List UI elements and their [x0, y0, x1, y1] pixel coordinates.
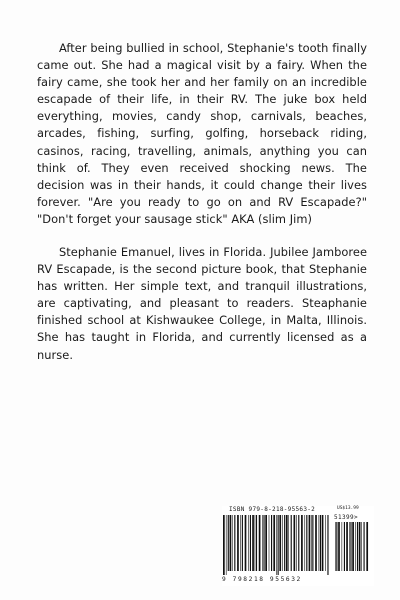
barcode-bar [288, 515, 289, 571]
barcode-bar [320, 515, 321, 571]
barcode-bar [284, 515, 285, 571]
barcode-bar [226, 515, 227, 575]
barcode-bar [301, 515, 303, 571]
barcode-bar [312, 515, 313, 571]
barcode-bar [256, 515, 257, 571]
isbn-label: ISBN 979-8-218-95563-2 [229, 506, 316, 513]
addon-barcode-bars [334, 522, 370, 575]
barcode-bar [237, 515, 239, 571]
barcode-bar [352, 522, 354, 571]
barcode-bar [262, 515, 263, 571]
barcode-bar [336, 522, 337, 571]
ean-barcode-bars [222, 515, 330, 575]
barcode-bar [349, 522, 350, 571]
barcode-bar [276, 515, 277, 575]
barcode-bar [291, 515, 292, 571]
barcode-bar [228, 515, 229, 571]
barcode-bar [359, 522, 361, 571]
barcode-bar [315, 515, 317, 571]
barcode-bar [263, 515, 264, 571]
price-label: US$13.99 [337, 506, 359, 511]
barcode-bar [346, 522, 348, 571]
barcode-bar [279, 515, 281, 571]
barcode-bar [252, 515, 254, 571]
barcode-bar [338, 522, 340, 571]
barcode-bar [361, 522, 362, 571]
barcode-bar [271, 515, 272, 571]
barcode-bar [278, 515, 279, 575]
barcode-bar [306, 515, 307, 571]
price-addon-digits: 51399> [334, 514, 359, 521]
barcode-bar [230, 515, 232, 571]
barcode-bar [298, 515, 299, 571]
barcode-bar [259, 515, 261, 571]
barcode-bar [322, 515, 324, 571]
barcode-bar [269, 515, 270, 571]
barcode-bar [311, 515, 312, 571]
barcode-bar [273, 515, 275, 571]
barcode-bar [265, 515, 267, 571]
barcode-bar [282, 515, 283, 571]
barcode-bar [255, 515, 256, 571]
isbn-barcode [222, 506, 374, 586]
ean-digits: 9 798218 955632 [222, 576, 302, 583]
barcode-bar [234, 515, 235, 571]
barcode-bar [350, 522, 351, 571]
barcode-bar [309, 515, 311, 571]
barcode-bar [248, 515, 249, 571]
barcode-bar [355, 522, 356, 571]
barcode-bar [245, 515, 247, 571]
barcode-bar [232, 515, 233, 571]
barcode-bar [304, 515, 305, 571]
barcode-bar [325, 515, 326, 571]
author-bio: Stephanie Emanuel, lives in Florida. Jubilee Jamboree RV Escapade, is the second picture book, that Stephanie has written. Her simple text, and tranquil illustrations, are captivating, and pleasant to readers. Steaphanie finished school at Kishwaukee College, in Malta, Illinois. She has taught in Florida, and currently licensed as a nurse. [37, 245, 367, 362]
barcode-bar [250, 515, 251, 571]
barcode-bar [366, 522, 368, 571]
barcode-bar [294, 515, 296, 571]
barcode-bar [344, 522, 345, 571]
barcode-bar [342, 522, 343, 571]
barcode-bar [242, 515, 243, 571]
barcode-bar [364, 522, 365, 571]
barcode-bar [327, 515, 328, 575]
barcode-bar [223, 515, 225, 575]
barcode-bar [335, 522, 336, 571]
barcode-bar [296, 515, 297, 571]
barcode-bar [240, 515, 241, 571]
book-blurb: After being bullied in school, Stephanie's tooth finally came out. She had a magical visit by a fairy. When the fairy came, she took her and her family on an incredible escapade of their life, in their RV. The juke box held everything, movies, candy shop, carnivals, beaches, arcades, fishing, surfing, golfing, horseback riding, casinos, racing, travelling, animals, anything you can think of. They even received shocking news. The decision was in their hands, it could change their lives forever. "Are you ready to go on and RV Escapade?" "Don't forget your sausage stick" AKA (slim Jim) [37, 41, 367, 226]
barcode-bar [357, 522, 358, 571]
barcode-bar [319, 515, 320, 571]
barcode-bar [286, 515, 288, 571]
